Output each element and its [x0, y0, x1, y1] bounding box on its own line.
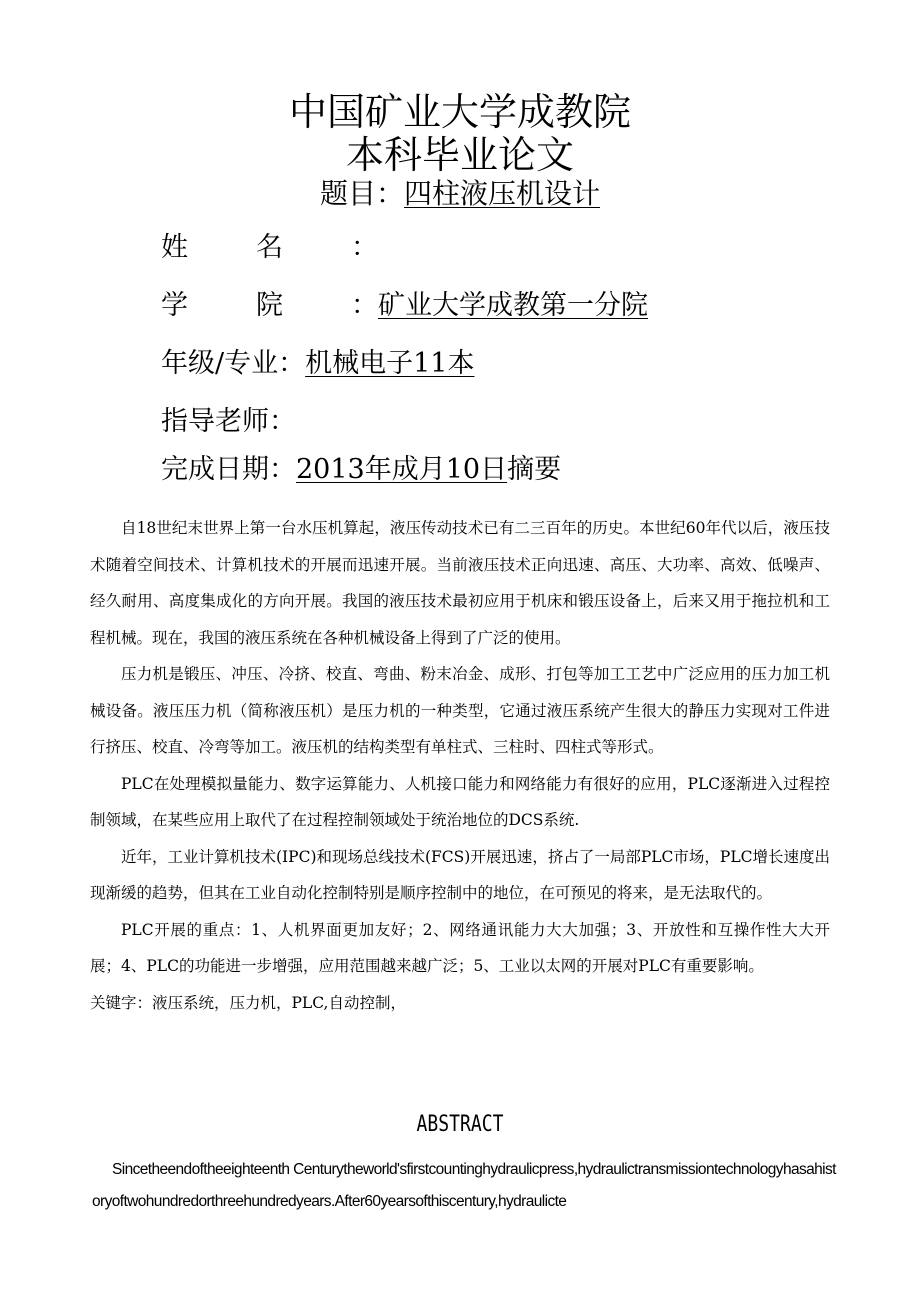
field-major — [161, 346, 474, 382]
keywords-line: 关键字：液压系统，压力机，PLC,自动控制， — [90, 993, 406, 1012]
college-label: 学院 — [161, 290, 351, 321]
field-student-name — [161, 230, 378, 266]
date-value: 2013年成月10日 — [296, 454, 508, 485]
university-title: 中国矿业大学成教院 — [288, 90, 631, 134]
major-label: 年级/专业： — [161, 348, 306, 379]
abstract-paragraph: 自18世纪末世界上第一台水压机算起，液压传动技术已有二三百年的历史。本世纪60年代以后，液压技术随着空间技术、计算机技术的开展而迅速开展。当前液压技术正向迅速、高压、大功率、高效、低噪声、经久耐用、高度集成化的方向开展。我国的液压技术最初应用于机床和锻压设备上，后来又用于拖拉机和工程机械。现在，我国的液压系统在各种机械设备上得到了广泛的使用。 — [90, 519, 830, 647]
english-abstract-text: Sincetheendoftheeighteenth Centurytheworld'sfirstcountinghydraulicpress,hydraulictransmissiontechnologyhasahistoryoftwohundredorthreehundredyears.After60yearsofthiscentury,hydraulicte — [92, 1161, 836, 1210]
abstract-paragraph: PLC在处理模拟量能力、数字运算能力、人机接口能力和网络能力有很好的应用，PLC逐渐进入过程控制领域，在某些应用上取代了在过程控制领域处于统治地位的DCS系统. — [90, 774, 830, 829]
college-value: 矿业大学成教第一分院 — [378, 290, 648, 321]
subject-value: 四柱液压机设计 — [404, 177, 601, 210]
field-completion-date — [161, 452, 561, 488]
abstract-paragraph: PLC开展的重点：1、人机界面更加友好；2、网络通讯能力大大加强；3、开放性和互操作性大大开展；4、PLC的功能进一步增强，应用范围越来越广泛；5、工业以太网的开展对PLC有重要影响。 — [90, 920, 830, 975]
abstract-paragraph: 近年，工业计算机技术(IPC)和现场总线技术(FCS)开展迅速，挤占了一局部PLC市场，PLC增长速度出现渐缓的趋势，但其在工业自动化控制特别是顺序控制中的地位，在可预见的将来，是无法取代的。 — [90, 847, 830, 902]
abstract-heading-zh: 摘要 — [507, 454, 562, 485]
college-colon: ： — [351, 290, 378, 321]
field-advisor — [161, 404, 296, 440]
abstract-paragraph: 压力机是锻压、冲压、冷挤、校直、弯曲、粉末冶金、成形、打包等加工工艺中广泛应用的压力加工机械设备。液压压力机（简称液压机）是压力机的一种类型，它通过液压系统产生很大的静压力实现对工件进行挤压、校直、冷弯等加工。液压机的结构类型有单柱式、三柱时、四柱式等形式。 — [90, 665, 830, 756]
field-college — [161, 288, 648, 324]
name-colon: ： — [351, 232, 378, 263]
thesis-type-title: 本科毕业论文 — [345, 133, 574, 177]
subject-label: 题目： — [319, 177, 404, 210]
advisor-label: 指导老师： — [161, 406, 296, 437]
chinese-abstract — [90, 510, 830, 1021]
date-label: 完成日期： — [161, 454, 296, 485]
name-label: 姓名 — [161, 232, 351, 263]
thesis-subject — [0, 176, 920, 212]
english-abstract-heading: ABSTRACT — [416, 1112, 504, 1137]
major-value: 机械电子11本 — [305, 348, 475, 379]
